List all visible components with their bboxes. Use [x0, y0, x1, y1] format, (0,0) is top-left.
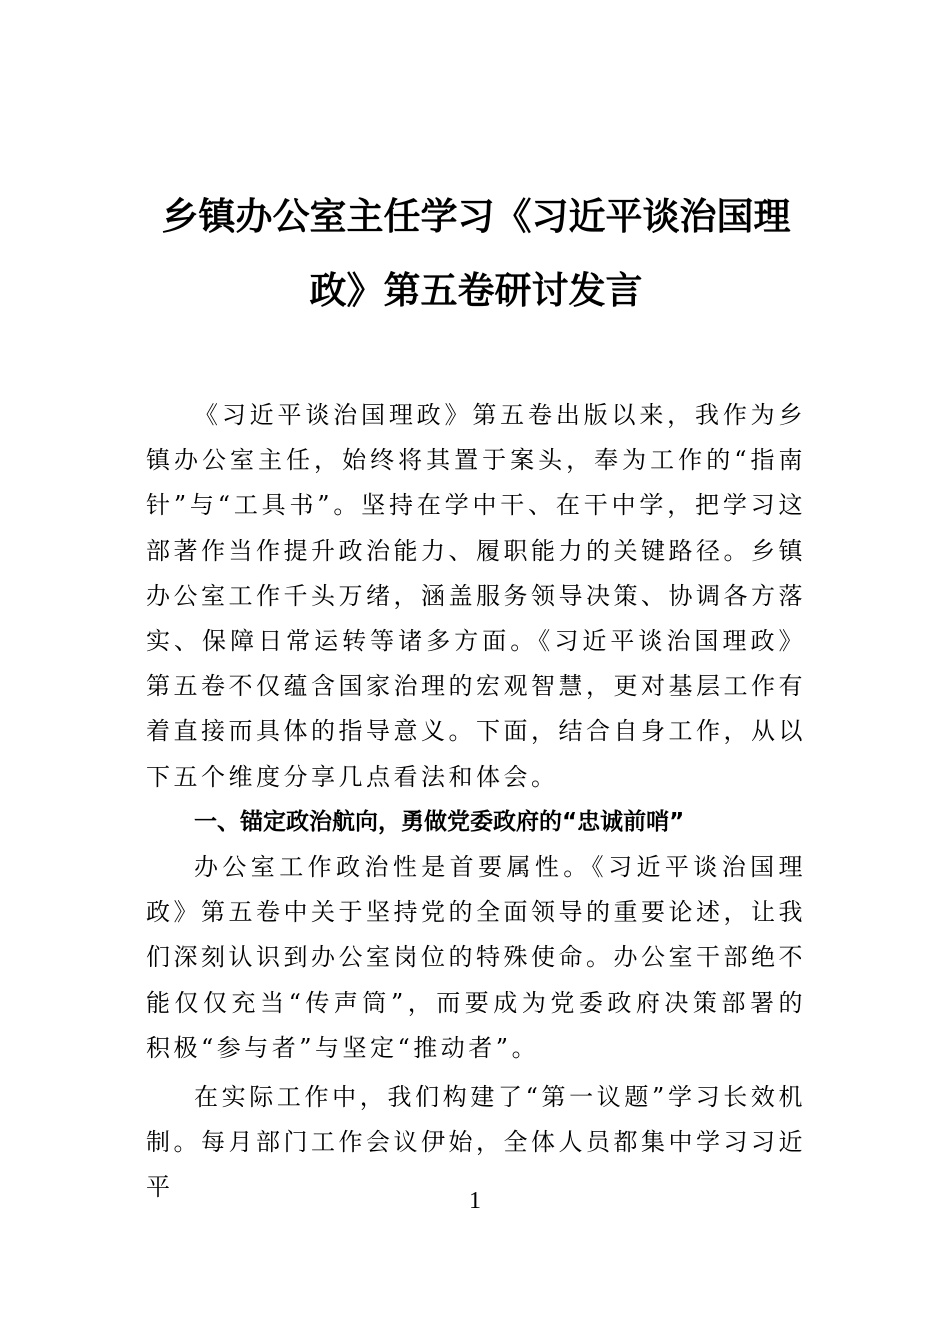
paragraph-section1-first: 办公室工作政治性是首要属性。《习近平谈治国理政》第五卷中关于坚持党的全面领导的重要论述，让我们深刻认识到办公室岗位的特殊使命。办公室干部绝不能仅仅充当“传声筒”，而要成为党委政府决策部署的积极“参与者”与坚定“推动者”。: [146, 853, 806, 1062]
section-heading-1: 一、锚定政治航向，勇做党委政府的“忠诚前哨”: [194, 808, 685, 835]
paragraph-section1-second: 在实际工作中，我们构建了“第一议题”学习长效机制。每月部门工作会议伊始，全体人员都集中学习习近平: [146, 1083, 806, 1202]
paragraph-intro: 《习近平谈治国理政》第五卷出版以来，我作为乡镇办公室主任，始终将其置于案头，奉为工作的“指南针”与“工具书”。坚持在学中干、在干中学，把学习这部著作当作提升政治能力、履职能力的关键路径。乡镇办公室工作千头万绪，涵盖服务领导决策、协调各方落实、保障日常运转等诸多方面。《习近平谈治国理政》第五卷不仅蕴含国家治理的宏观智慧，更对基层工作有着直接而具体的指导意义。下面，结合自身工作，从以下五个维度分享几点看法和体会。: [146, 401, 806, 791]
page-number: 1: [469, 1188, 481, 1214]
document-title: 乡镇办公室主任学习《习近平谈治国理政》第五卷研讨发言: [161, 195, 791, 312]
document-body: [146, 393, 806, 1211]
